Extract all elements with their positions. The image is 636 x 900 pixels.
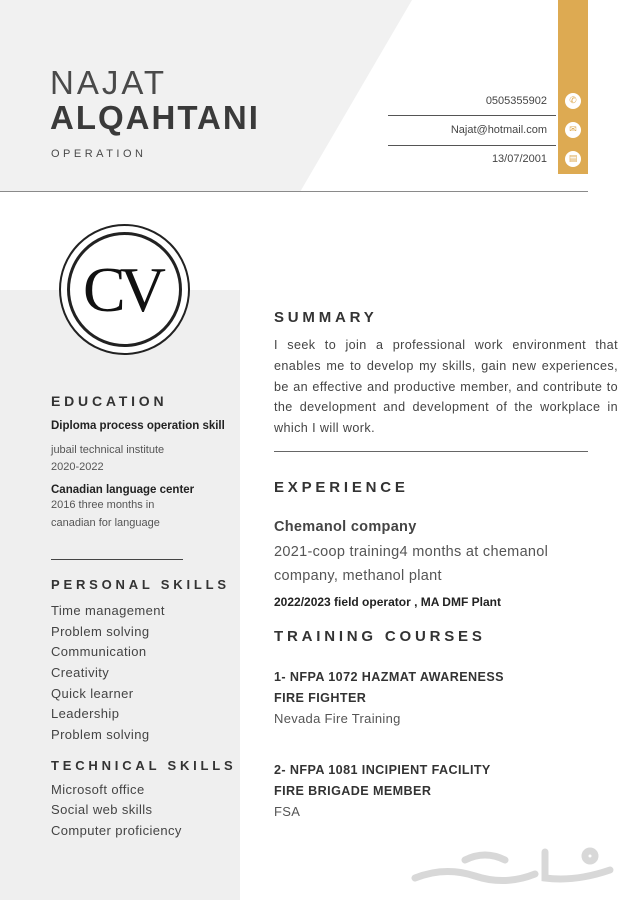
skill-item: Problem solving — [51, 727, 150, 742]
course-provider: Nevada Fire Training — [274, 711, 401, 726]
technical-skill-item: Computer proficiency — [51, 823, 182, 838]
education-line: canadian for language — [51, 517, 160, 529]
cv-logo — [59, 224, 190, 355]
birth-date: 13/07/2001 — [491, 153, 547, 165]
calendar-icon: ▤ — [565, 151, 581, 167]
contact-divider — [388, 145, 556, 146]
course-title: FIRE FIGHTER — [274, 691, 367, 705]
education-heading: Canadian language center — [51, 484, 195, 496]
education-title: EDUCATION — [51, 393, 168, 409]
experience-role: 2022/2023 field operator , MA DMF Plant — [274, 595, 501, 609]
education-line: 2016 three months in — [51, 499, 155, 511]
summary-title: SUMMARY — [274, 309, 378, 326]
skill-item: Time management — [51, 603, 165, 618]
course-title: FIRE BRIGADE MEMBER — [274, 784, 432, 798]
phone-icon: ✆ — [565, 93, 581, 109]
left-divider — [51, 559, 183, 560]
experience-description: 2021-coop training4 months at chemanol company, methanol plant — [274, 544, 549, 584]
right-divider — [274, 451, 588, 452]
course-title: 2- NFPA 1081 INCIPIENT FACILITY — [274, 763, 491, 777]
course-title: 1- NFPA 1072 HAZMAT AWARENESS — [274, 670, 504, 684]
cv-logo-text: CV — [83, 253, 160, 325]
training-title: TRAINING COURSES — [274, 628, 486, 645]
education-heading: Diploma process operation skill — [51, 420, 225, 432]
skill-item: Communication — [51, 644, 147, 659]
summary-text: I seek to join a professional work environment that enables me to develop my skills, gain new experiences, be an effective and productive member, and contribute to the development and development of the workplace in which I will work. — [274, 338, 618, 436]
education-line: jubail technical institute — [51, 444, 165, 456]
cv-logo-inner-ring — [67, 232, 182, 347]
skill-item: Quick learner — [51, 686, 134, 701]
contact-divider — [388, 115, 556, 116]
first-name: NAJAT — [50, 64, 168, 101]
education-line: 2020-2022 — [51, 461, 104, 473]
mail-icon: ✉ — [565, 122, 581, 138]
phone-number: 0505355902 — [485, 95, 547, 107]
experience-title: EXPERIENCE — [274, 479, 409, 496]
technical-skill-item: Social web skills — [51, 802, 153, 817]
watermark-logo — [405, 838, 630, 890]
company-name: Chemanol company — [274, 519, 417, 535]
course-provider: FSA — [274, 804, 301, 819]
technical-skill-item: Microsoft office — [51, 782, 145, 797]
email-address: Najat@hotmail.com — [450, 124, 547, 136]
skill-item: Problem solving — [51, 624, 150, 639]
job-role: OPERATION — [51, 148, 147, 160]
header-divider — [0, 191, 588, 192]
contact-accent-bar — [558, 0, 588, 174]
last-name: ALQAHTANI — [50, 99, 260, 136]
personal-skills-title: PERSONAL SKILLS — [51, 577, 230, 592]
technical-skills-title: TECHNICAL SKILLS — [51, 758, 237, 773]
skill-item: Leadership — [51, 706, 120, 721]
skill-item: Creativity — [51, 665, 110, 680]
